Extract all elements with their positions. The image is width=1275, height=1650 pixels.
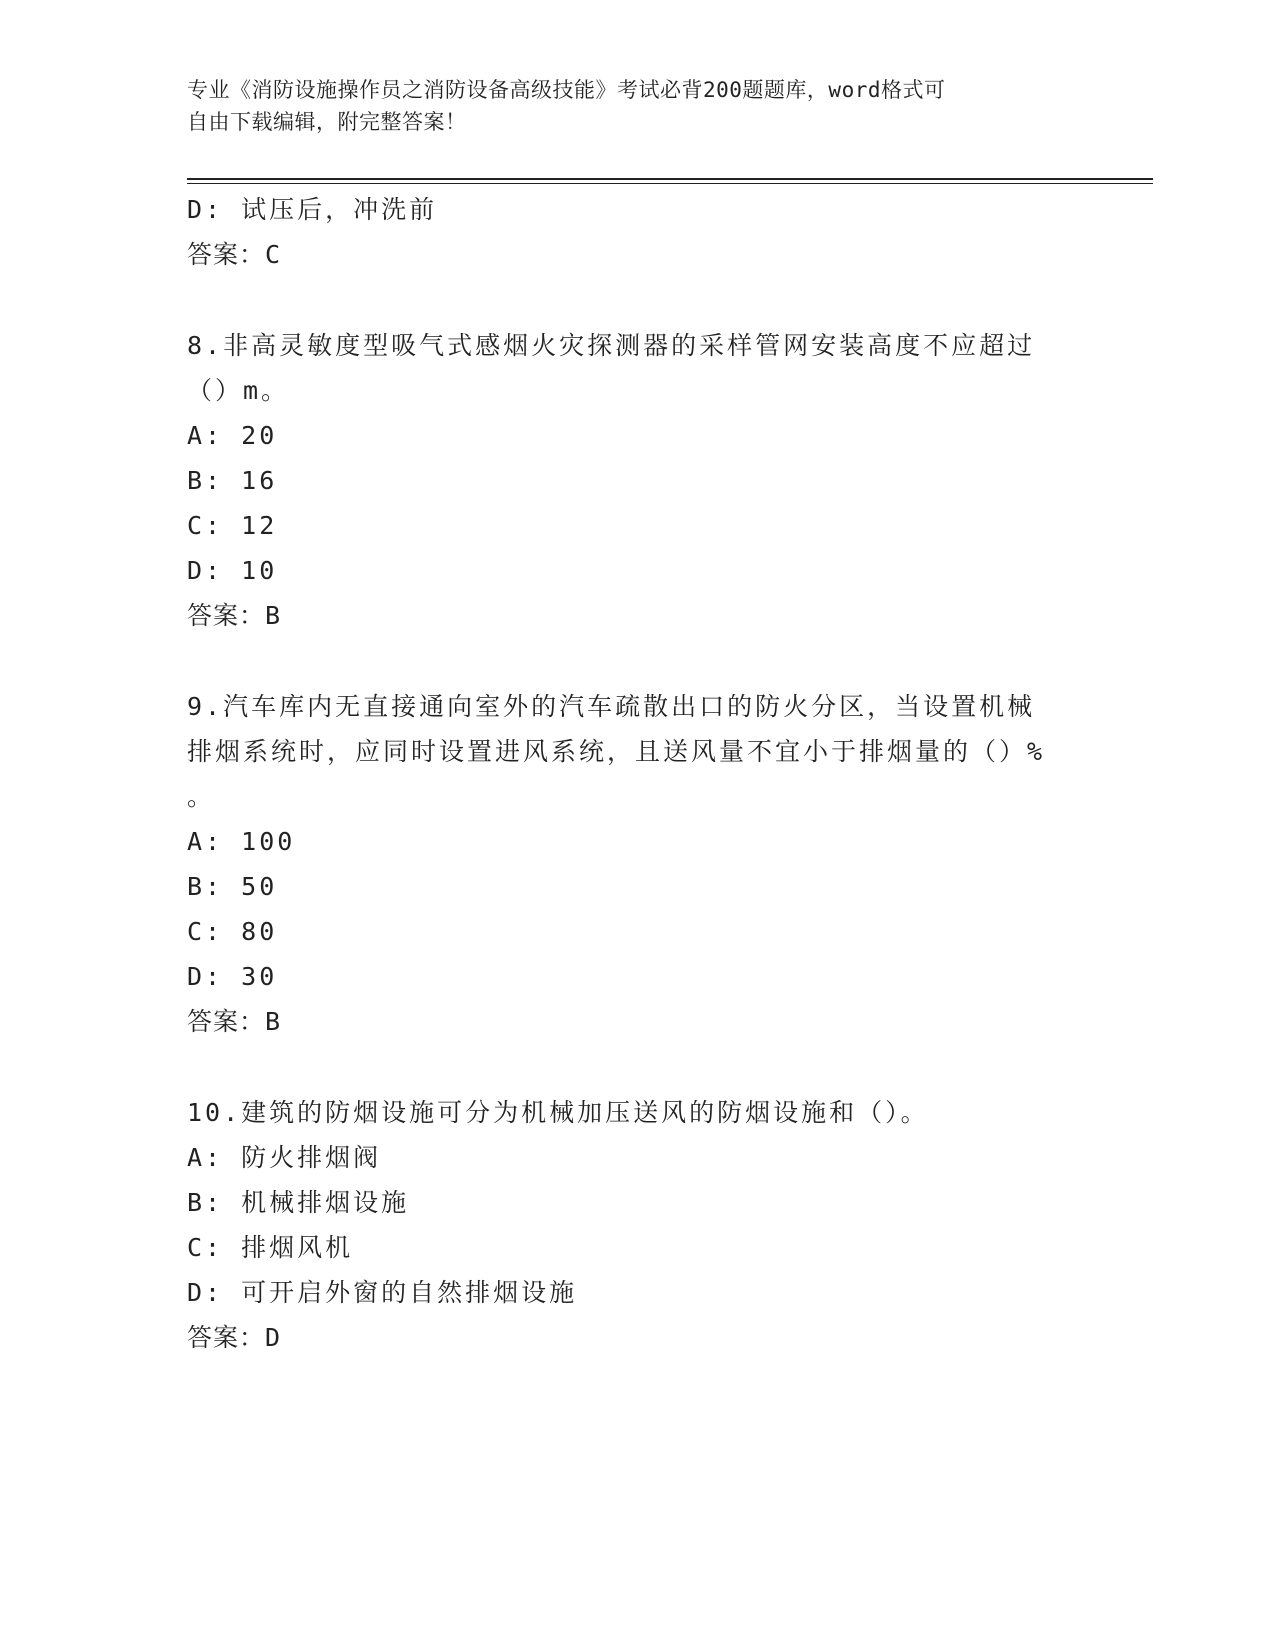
q9-stem-line-2: 排烟系统时，应同时设置进风系统，且送风量不宜小于排烟量的（）% bbox=[187, 737, 1046, 766]
header-line-1: 专业《消防设施操作员之消防设备高级技能》考试必背200题题库，word格式可 bbox=[187, 78, 946, 102]
header-divider-thick bbox=[187, 178, 1153, 180]
q8-option-b: B: 16 bbox=[187, 466, 278, 495]
q8-stem-line-1: 8.非高灵敏度型吸气式感烟火灾探测器的采样管网安装高度不应超过 bbox=[187, 331, 1036, 360]
q8-stem-line-2: （）m。 bbox=[187, 376, 290, 405]
q9-option-a: A: 100 bbox=[187, 827, 296, 856]
header-divider-thin bbox=[187, 183, 1153, 184]
document-header bbox=[187, 74, 1067, 138]
q8-answer: 答案：B bbox=[187, 601, 282, 630]
prev-option-d: D: 试压后，冲洗前 bbox=[187, 195, 438, 224]
q10-option-a: A: 防火排烟阀 bbox=[187, 1143, 382, 1172]
q10-answer: 答案：D bbox=[187, 1323, 282, 1352]
q10-stem-line-1: 10.建筑的防烟设施可分为机械加压送风的防烟设施和（）。 bbox=[187, 1098, 929, 1127]
header-line-2: 自由下载编辑，附完整答案！ bbox=[187, 110, 467, 134]
q9-answer: 答案：B bbox=[187, 1007, 282, 1036]
q8-option-c: C: 12 bbox=[187, 511, 278, 540]
q9-option-c: C: 80 bbox=[187, 917, 278, 946]
q9-option-b: B: 50 bbox=[187, 872, 278, 901]
q9-option-d: D: 30 bbox=[187, 962, 278, 991]
prev-answer: 答案：C bbox=[187, 240, 282, 269]
q10-option-c: C: 排烟风机 bbox=[187, 1233, 354, 1262]
q9-stem-line-3: 。 bbox=[187, 782, 216, 811]
q10-option-b: B: 机械排烟设施 bbox=[187, 1188, 410, 1217]
q8-option-d: D: 10 bbox=[187, 556, 278, 585]
q8-option-a: A: 20 bbox=[187, 421, 278, 450]
q10-option-d: D: 可开启外窗的自然排烟设施 bbox=[187, 1278, 578, 1307]
q9-stem-line-1: 9.汽车库内无直接通向室外的汽车疏散出口的防火分区，当设置机械 bbox=[187, 692, 1036, 721]
